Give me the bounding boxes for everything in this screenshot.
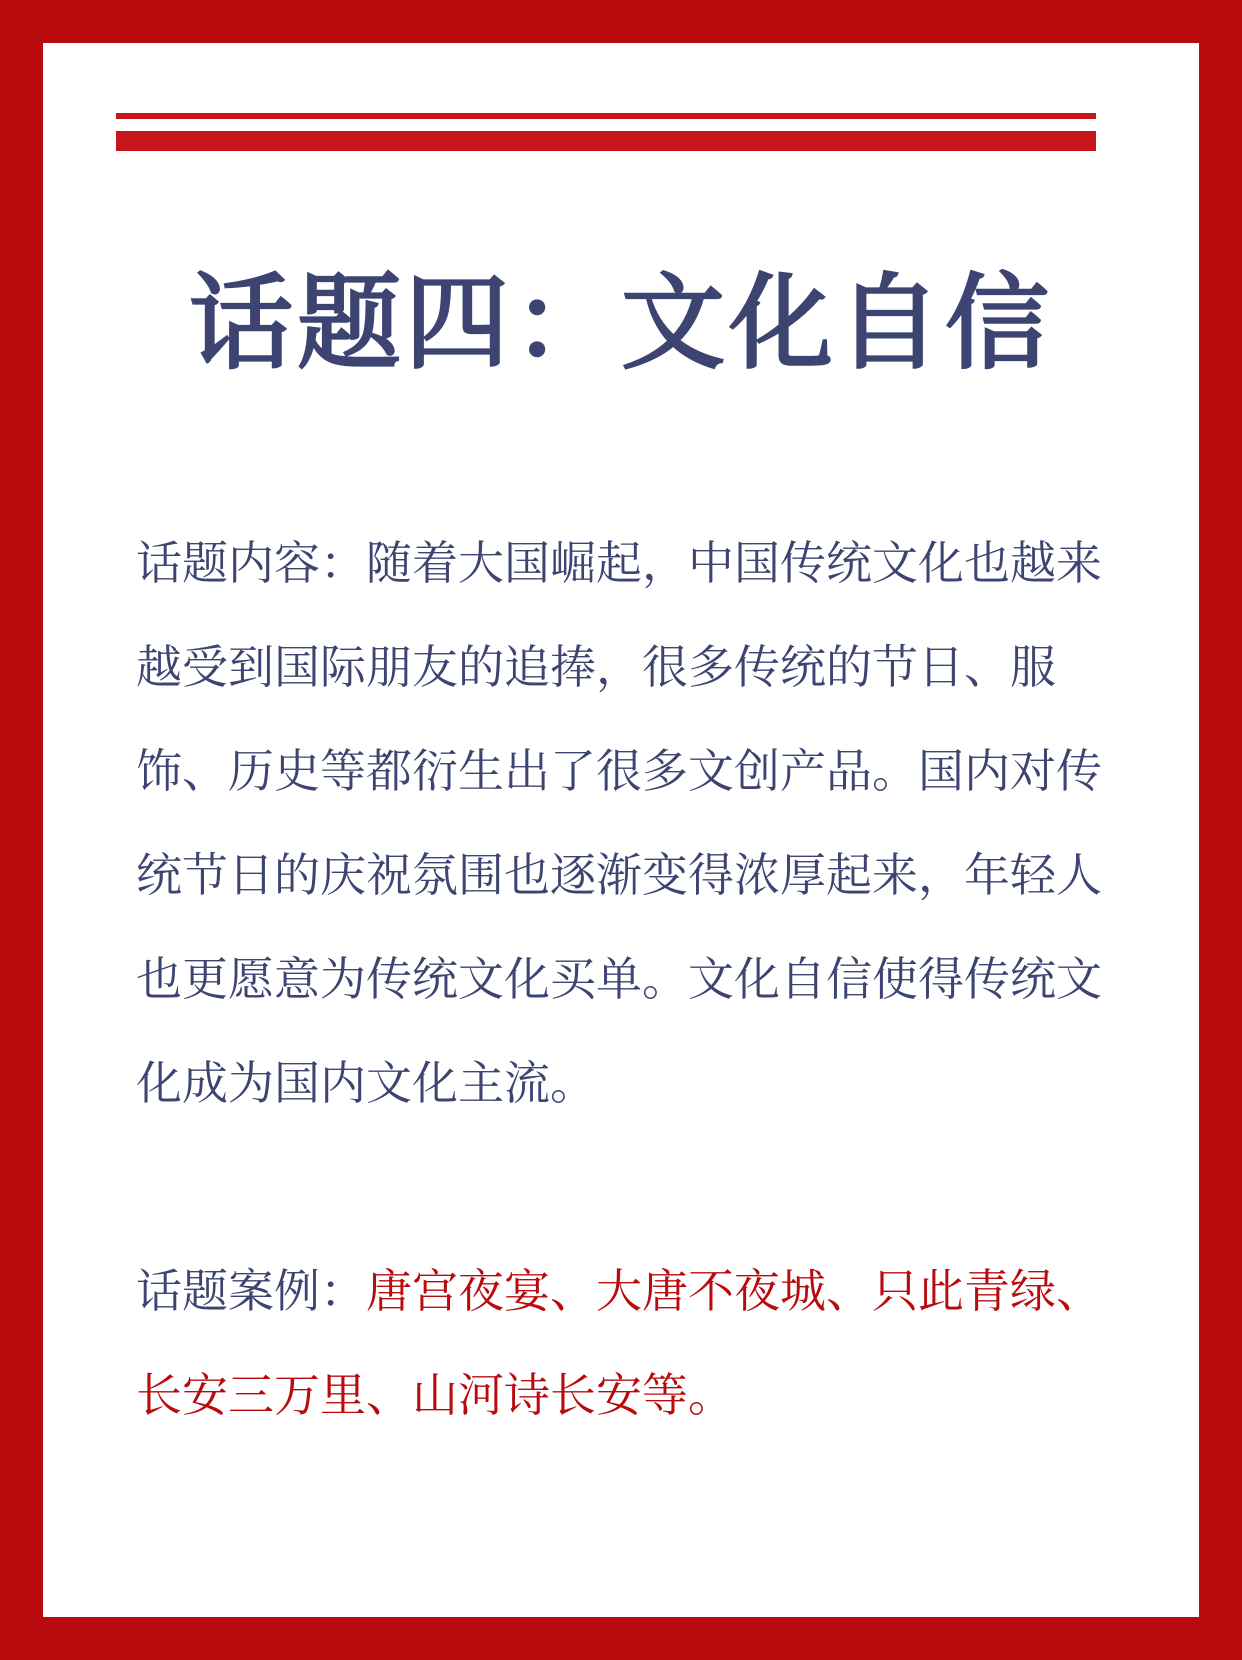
topic-content-label: 话题内容： [136, 536, 366, 590]
topic-content-paragraph [136, 511, 1116, 1135]
topic-cases-paragraph [136, 1239, 1116, 1447]
topic-content-text: 随着大国崛起，中国传统文化也越来越受到国际朋友的追捧，很多传统的节日、服饰、历史等都衍生出了很多文创产品。国内对传统节日的庆祝氛围也逐渐变得浓厚起来，年轻人也更愿意为传统文化买单。文化自信使得传统文化成为国内文化主流。 [136, 536, 1102, 1110]
top-rule-thick [116, 131, 1096, 151]
top-rule-thin [116, 113, 1096, 119]
topic-cases-text: 唐宫夜宴、大唐不夜城、只此青绿、长安三万里、山河诗长安等。 [136, 1264, 1102, 1422]
content-card [43, 43, 1199, 1617]
topic-cases-label: 话题案例： [136, 1264, 366, 1318]
page-title: 话题四：文化自信 [188, 262, 1053, 384]
